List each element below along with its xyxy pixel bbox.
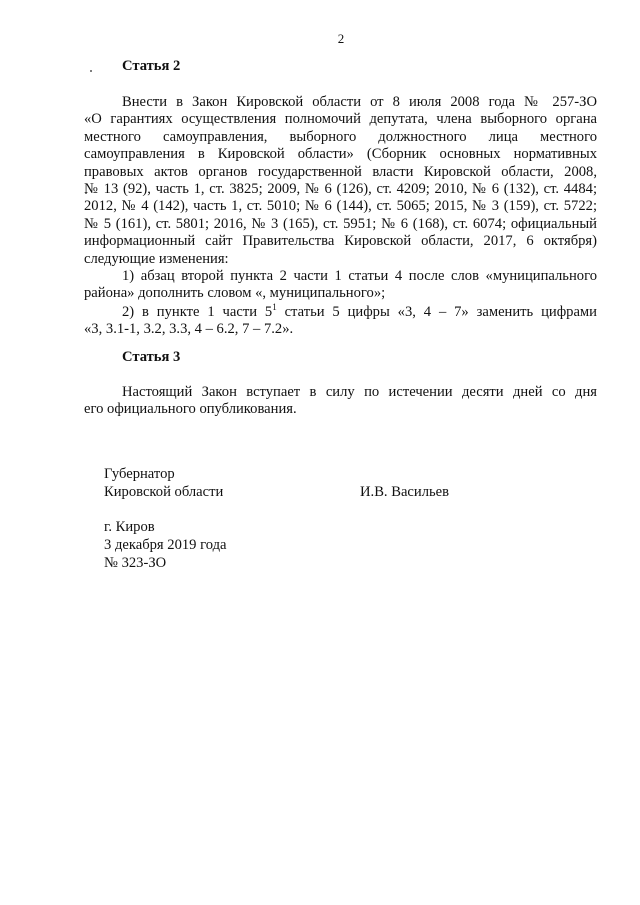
text-line: самоуправления в Кировской области» (Сборник основных нормативных xyxy=(84,146,597,163)
signature-block xyxy=(104,484,534,501)
signing-date: 3 декабря 2019 года xyxy=(104,537,227,553)
text-line: района» дополнить словом «, муниципального»; xyxy=(84,285,386,302)
signature-title-line-1: Губернатор xyxy=(104,466,175,482)
text-line: информационный сайт Правительства Кировской области, 2017, 6 октября) xyxy=(84,233,597,250)
item-2-text-start: 2) в пункте 1 части 5 xyxy=(122,304,273,320)
text-line: «О гарантиях осуществления полномочий депутата, члена выборного органа xyxy=(84,111,597,128)
text-line: следующие изменения: xyxy=(84,250,229,267)
text-line: Настоящий Закон вступает в силу по истечении десяти дней со дня xyxy=(122,384,597,400)
article-3-heading: Статья 3 xyxy=(122,349,181,365)
item-2-text-end: статьи 5 цифры «3, 4 – 7» заменить цифрами xyxy=(276,304,597,320)
text-line: № 13 (92), часть 1, ст. 3825; 2009, № 6 (126), ст. 4209; 2010, № 6 (132), ст. 4484; xyxy=(84,181,597,198)
place-of-signing: г. Киров xyxy=(104,519,155,535)
article-2-intro xyxy=(84,94,597,268)
text-line: его официального опубликования. xyxy=(84,401,297,418)
law-number: № 323-ЗО xyxy=(104,555,167,571)
text-line: 2012, № 4 (142), часть 1, ст. 5010; № 6 (144), ст. 5065; 2015, № 3 (159), ст. 5722; xyxy=(84,198,597,215)
text-line xyxy=(84,304,597,321)
signatory-name: И.В. Васильев xyxy=(360,484,450,500)
superscript-number: 1 xyxy=(272,302,277,312)
text-line: № 5 (161), ст. 5801; 2016, № 3 (165), ст. 5951; № 6 (168), ст. 6074; официальный xyxy=(84,215,597,232)
text-line: «3, 3.1-1, 3.2, 3.3, 4 – 6.2, 7 – 7.2». xyxy=(84,321,294,338)
text-line: правовых актов органов государственной власти Кировской области, 2008, xyxy=(84,163,597,180)
article-3-body xyxy=(84,384,597,419)
article-2-item-1 xyxy=(84,268,597,303)
page-number: 2 xyxy=(337,31,345,46)
article-2-heading: Статья 2 xyxy=(122,58,181,74)
text-line: Внести в Закон Кировской области от 8 июля 2008 года № 257-ЗО xyxy=(122,94,597,110)
text-line: 1) абзац второй пункта 2 части 1 статьи 4 после слов «муниципального xyxy=(122,268,597,284)
signature-title-line-2: Кировской области xyxy=(104,484,224,500)
article-2-item-2 xyxy=(84,304,597,339)
text-line: местного самоуправления, выборного должностного лица местного xyxy=(84,128,597,145)
